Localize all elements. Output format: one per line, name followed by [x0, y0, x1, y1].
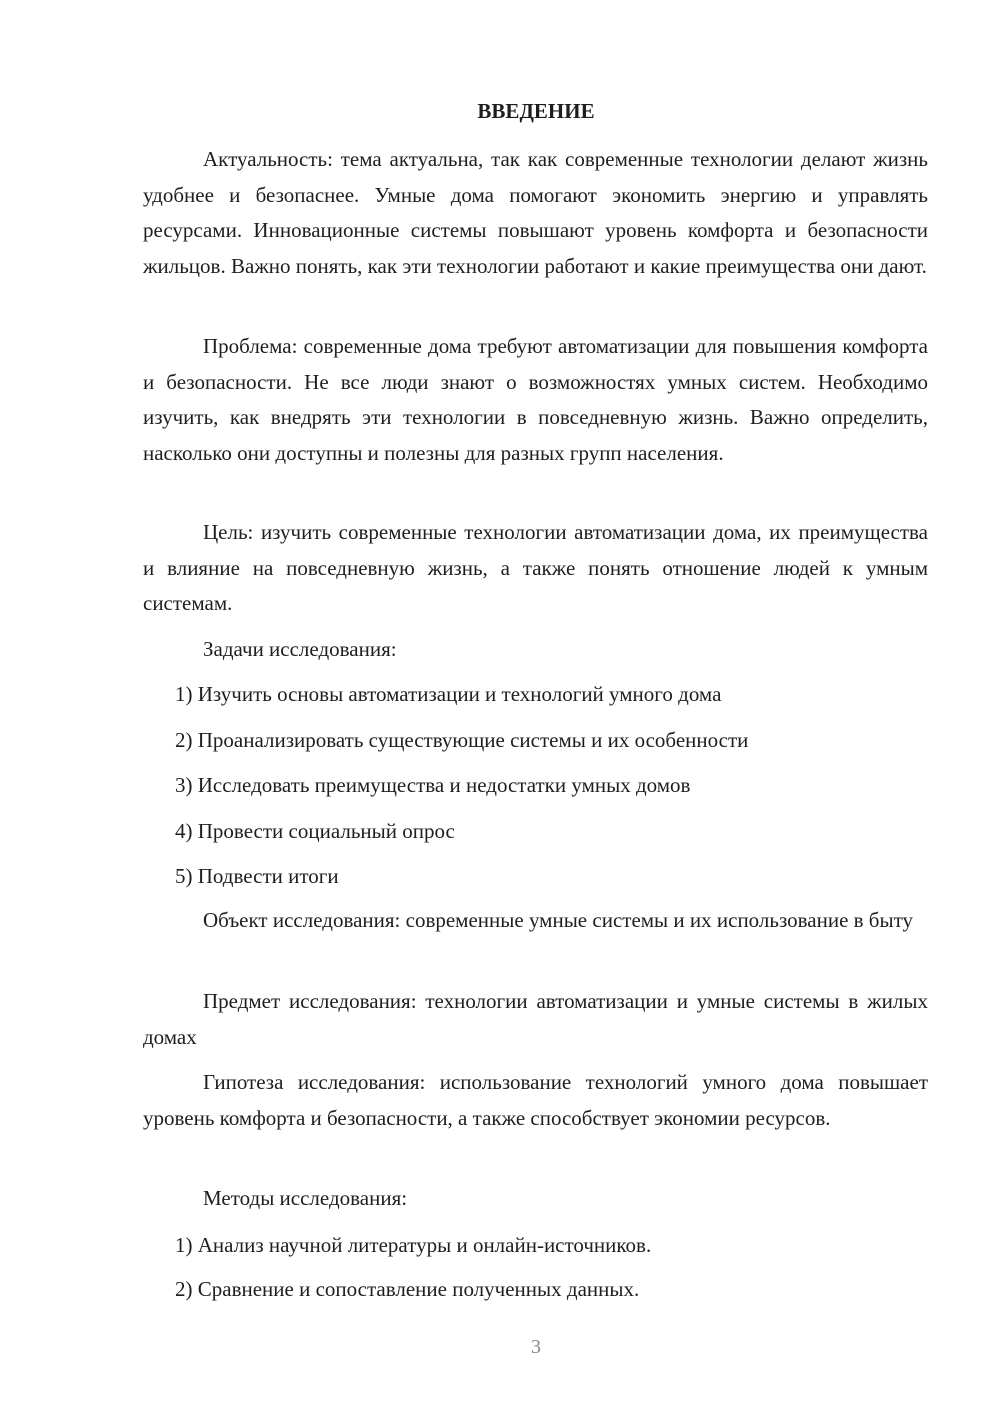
goal-paragraph: Цель: изучить современные технологии автоматизации дома, их преимущества и влияние на повседневную жизнь, а также понять отношение людей к умным системам. [143, 520, 928, 615]
task-item: 5) Подвести итоги [175, 864, 339, 888]
page-title: ВВЕДЕНИЕ [477, 99, 595, 123]
problem-paragraph: Проблема: современные дома требуют автоматизации для повышения комфорта и безопасности. Не все люди знают о возможностях умных систем. Необходимо изучить, как внедрять эти технологии в повседневную жизнь. Важно определить, насколько они доступны и полезны для разных групп населения. [143, 334, 928, 465]
method-item: 1) Анализ научной литературы и онлайн-источников. [175, 1233, 652, 1257]
task-item: 3) Исследовать преимущества и недостатки умных домов [175, 773, 691, 797]
subject-paragraph: Предмет исследования: технологии автоматизации и умные системы в жилых домах [143, 989, 928, 1049]
relevance-paragraph: Актуальность: тема актуальна, так как современные технологии делают жизнь удобнее и безопаснее. Умные дома помогают экономить энергию и управлять ресурсами. Инновационные системы повышают уровень комфорта и безопасности жильцов. Важно понять, как эти технологии работают и какие преимущества они дают. [143, 147, 928, 278]
hypothesis-paragraph: Гипотеза исследования: использование технологий умного дома повышает уровень комфорта и безопасности, а также способствует экономии ресурсов. [143, 1070, 928, 1130]
object-paragraph: Объект исследования: современные умные системы и их использование в быту [203, 908, 914, 932]
method-item: 2) Сравнение и сопоставление полученных данных. [175, 1277, 640, 1301]
task-item: 4) Провести социальный опрос [175, 819, 455, 843]
task-item: 2) Проанализировать существующие системы и их особенности [175, 728, 749, 752]
task-item: 1) Изучить основы автоматизации и технологий умного дома [175, 682, 722, 706]
methods-heading: Методы исследования: [203, 1186, 408, 1210]
tasks-heading: Задачи исследования: [203, 637, 397, 661]
page-number: 3 [531, 1336, 541, 1358]
